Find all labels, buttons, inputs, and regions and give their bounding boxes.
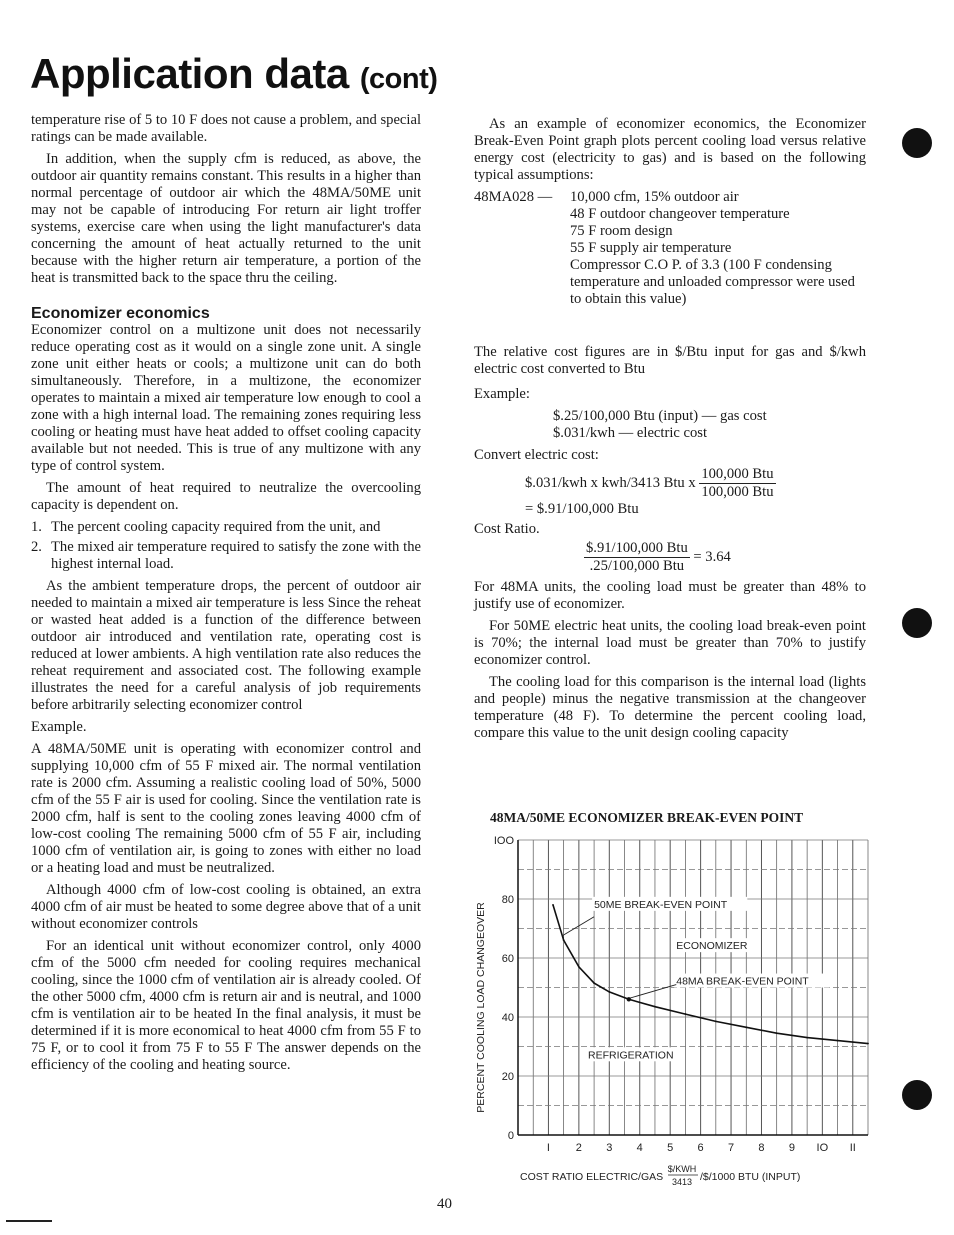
right-column: [474, 116, 866, 747]
annotation-label: 50ME BREAK-EVEN POINT: [594, 898, 728, 911]
x-tick-label: 8: [758, 1142, 765, 1154]
y-tick-label: IOO: [493, 835, 514, 847]
title-cont: (cont): [359, 63, 438, 95]
fraction-numerator: 100,000 Btu: [701, 466, 774, 482]
y-tick-label: 0: [507, 1130, 514, 1142]
section-heading: Economizer economics: [31, 305, 210, 322]
convert-result: = $.91/100,000 Btu: [525, 501, 639, 517]
annotation-label: ECONOMIZER: [676, 940, 748, 953]
convert-label: Convert electric cost:: [474, 447, 599, 463]
list-text: The percent cooling capacity required from the unit, and: [51, 519, 381, 535]
curve-point: [776, 1032, 778, 1034]
curve-point: [867, 1043, 869, 1045]
electric-cost: $.031/kwh — electric cost: [553, 425, 708, 441]
left-paragraph-9: For an identical unit without economizer control, only 4000 cfm of the 5000 cfm needed for cooling requires mechanical cooling, since the 1000 cfm of ventilation air is already cooled. Of the other 5000 cfm, 4000 cfm is return air and is neutral, and 1000 cfm is ventilation air to be heated In the final analysis, it must be determined if it is more economical to heat 4000 cfm from 55 F to 75 F, or to cool it from 75 F to 55 F The answer depends on the efficiency of the cooling and heating source.: [31, 938, 421, 1073]
x-tick-label: 2: [575, 1142, 582, 1154]
curve-point: [715, 1021, 717, 1023]
curve-point: [608, 991, 610, 993]
gas-cost: $.25/100,000 Btu (input) — gas cost: [553, 408, 767, 424]
page-number: 40: [437, 1196, 452, 1212]
curve-point: [654, 1006, 656, 1008]
y-tick-label: 80: [501, 894, 514, 906]
list-number: 2.: [31, 539, 42, 555]
corner-mark: [6, 1220, 52, 1222]
x-axis-label-suffix: /$/1000 BTU (INPUT): [700, 1171, 801, 1183]
right-paragraph-5: The cooling load for this comparison is the internal load (lights and people) minus the negative transmission at the changeover temperature (48 F). To determine the percent cooling load, compare this value to the unit design cooling capacity: [474, 674, 866, 741]
annotation-label: REFRIGERATION: [588, 1049, 674, 1062]
x-axis-label-fraction-den: 3413: [671, 1177, 693, 1185]
right-paragraph-4: For 50ME electric heat units, the cooling load break-even point is 70%; the internal load must be greater than 70% to justify economizer control.: [474, 618, 866, 668]
convert-fraction: [699, 466, 775, 501]
left-paragraph-5: As the ambient temperature drops, the percent of outdoor air needed to maintain a mixed air temperature is less Since the reheat or wasted heat added is a function of the difference between outdoor air introduced and ventilation rate, operating cost is reduced at lower ambients. A high ventilation rate also reduces the reheat requirement and associated cost. The following example illustrates the need for a careful analysis of job requirements before arbitrarily selecting economizer control: [31, 578, 421, 713]
curve-point: [578, 966, 580, 968]
left-paragraph-4: The amount of heat required to neutralize the overcooling capacity is dependent on.: [31, 480, 421, 513]
ratio-equation: [474, 540, 866, 575]
assumption-item: 10,000 cfm, 15% outdoor air: [570, 189, 739, 205]
assumptions-model: 48MA028 —: [474, 189, 553, 205]
x-tick-label: 3: [606, 1142, 613, 1154]
assumption-item: 48 F outdoor changeover temperature: [570, 206, 790, 222]
break-even-marker: [627, 997, 631, 1001]
leader-arrow-50me: [562, 917, 594, 936]
example-label: Example:: [474, 386, 530, 402]
curve-point: [552, 904, 554, 906]
convert-expression: $.031/kwh x kwh/3413 Btu x: [525, 474, 696, 491]
economizer-chart: [468, 830, 878, 1185]
punch-hole: [902, 1080, 932, 1110]
cost-ratio-label: Cost Ratio.: [474, 521, 540, 537]
x-tick-label: 4: [636, 1142, 643, 1154]
left-paragraph-3: Economizer control on a multizone unit does not necessarily reduce operating cost as it would on a single zone unit. A single zone unit either heats or cools; a multizone unit can do both simultaneously. Therefore, in a multizone, the economizer operates to maintain a mixed air temperature low enough to cool a zone with a high internal load. The remaining zones requiring less cooling or heating must have heat added to offset cooling capacity available but not needed. This is true of any multizone with any type of control system.: [31, 322, 421, 474]
y-axis-label: PERCENT COOLING LOAD CHANGEOVER: [475, 902, 487, 1113]
ratio-fraction: [584, 540, 690, 575]
curve-point: [837, 1040, 839, 1042]
punch-hole: [902, 608, 932, 638]
curve-point: [745, 1026, 747, 1028]
leader-arrow-48ma: [629, 985, 676, 999]
assumptions-list: [570, 189, 866, 308]
list-number: 1.: [31, 519, 42, 535]
assumption-item: Compressor C.O P. of 3.3 (100 F condensing temperature and unloaded compressor were used to obtain this value): [570, 257, 855, 307]
x-tick-label: 5: [667, 1142, 674, 1154]
annotation-label: 48MA BREAK-EVEN POINT: [676, 975, 809, 988]
x-tick-label: 6: [697, 1142, 704, 1154]
x-tick-label: I: [546, 1142, 550, 1154]
fraction-denominator: .25/100,000 Btu: [589, 558, 685, 574]
curve-point: [684, 1013, 686, 1015]
list-item: [31, 519, 421, 536]
fraction-denominator: 100,000 Btu: [701, 484, 774, 500]
chart-title: 48MA/50ME ECONOMIZER BREAK-EVEN POINT: [490, 810, 804, 825]
ratio-result: = 3.64: [693, 548, 731, 565]
assumption-item: 55 F supply air temperature: [570, 240, 732, 256]
right-paragraph-3: For 48MA units, the cooling load must be greater than 48% to justify use of economizer.: [474, 579, 866, 612]
left-column: [31, 112, 421, 1079]
list-text: The mixed air temperature required to satisfy the zone with the highest internal load.: [51, 539, 421, 572]
right-paragraph-1: As an example of economizer economics, the Economizer Break-Even Point graph plots percent cooling load versus relative energy cost (electricity to gas) and is based on the following typical assumptions:: [474, 116, 866, 183]
assumption-item: 75 F room design: [570, 223, 673, 239]
left-paragraph-7: A 48MA/50ME unit is operating with economizer control and supplying 10,000 cfm of 55 F mixed air. The normal ventilation rate is 2000 cfm. Assuming a realistic cooling load of 50%, 5000 cfm of the 55 F air is used for cooling. Since the ventilation rate is 2000 cfm, half is sent to the cooling zones leaving 4000 cfm of low-cost cooling The remaining 5000 cfm of 55 F air, including 1000 cfm of ventilation air, is going to zones with either no load or a heating load and must be neutralized.: [31, 741, 421, 876]
assumptions-block: [474, 189, 866, 308]
curve-point: [806, 1037, 808, 1039]
page-title: [30, 50, 437, 98]
y-tick-label: 40: [501, 1012, 514, 1024]
left-paragraph-2: In addition, when the supply cfm is reduced, as above, the outdoor air quantity remains constant. This results in a higher than normal percentage of outdoor air which the 48MA/50ME unit may not be capable of introducing For return air light troffer systems, exercise care when using the light manufacturer's data concerning the amount of heat actually returned to the unit because with the higher return air temperature, a portion of the heat is transmitted back to the space thru the ceiling.: [31, 151, 421, 286]
x-tick-label: 7: [727, 1142, 735, 1154]
left-paragraph-8: Although 4000 cfm of low-cost cooling is obtained, an extra 4000 cfm of air must be heated to some degree above that of a unit without economizer controls: [31, 882, 421, 932]
convert-equation: [474, 466, 866, 501]
punch-hole: [902, 128, 932, 158]
y-tick-label: 20: [501, 1071, 514, 1083]
list-item: [31, 539, 421, 573]
x-axis-label-fraction-num: $/KWH: [667, 1164, 697, 1174]
x-tick-label: 9: [788, 1142, 795, 1154]
x-axis-label: COST RATIO ELECTRIC/GAS: [520, 1171, 664, 1183]
title-main: Application data: [30, 50, 349, 97]
x-tick-label: II: [849, 1142, 856, 1154]
fraction-numerator: $.91/100,000 Btu: [586, 540, 688, 556]
curve-point: [563, 939, 565, 941]
y-tick-label: 60: [501, 953, 514, 965]
left-paragraph-1: temperature rise of 5 to 10 F does not cause a problem, and special ratings can be made available.: [31, 112, 421, 145]
left-paragraph-6: Example.: [31, 719, 87, 735]
curve-point: [593, 982, 595, 984]
x-tick-label: IO: [816, 1142, 829, 1154]
right-paragraph-2: The relative cost figures are in $/Btu input for gas and $/kwh electric cost converted to Btu: [474, 344, 866, 377]
